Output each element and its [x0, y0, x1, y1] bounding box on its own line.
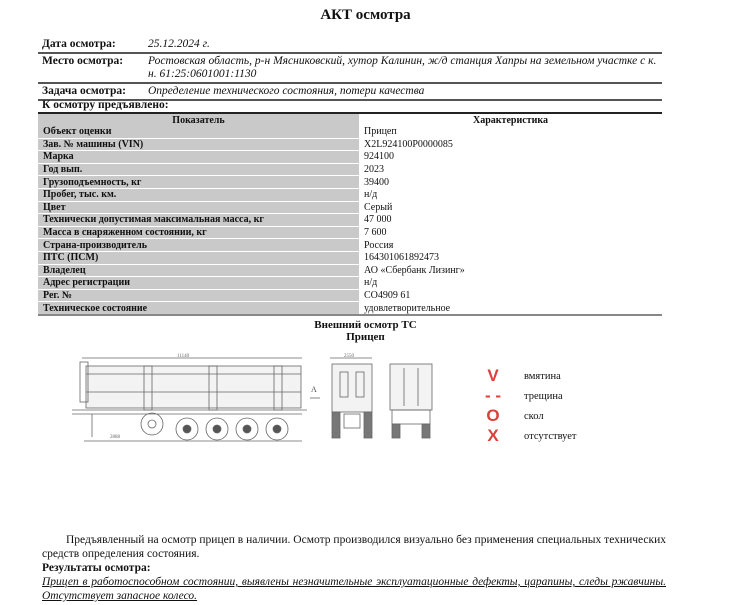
rear-view	[390, 364, 432, 438]
row-value: 39400	[359, 176, 662, 189]
row-indicator: Объект оценки	[38, 126, 359, 138]
table-row	[38, 214, 662, 227]
side-view	[72, 354, 320, 441]
front-view	[330, 354, 372, 438]
svg-text:A: A	[311, 385, 317, 394]
row-value: Прицеп	[359, 126, 662, 138]
meta-value: Ростовская область, р-н Мясниковский, хутор Калинин, ж/д станция Хапры на земельном участке с к. н. 61:25:0601001:1130	[148, 55, 657, 80]
row-indicator: Цвет	[38, 201, 359, 214]
legend-label: отсутствует	[524, 430, 577, 442]
table-row	[38, 163, 662, 176]
table-row	[38, 277, 662, 290]
table-row	[38, 126, 662, 138]
results-text: Прицеп в работоспособном состоянии, выявлены незначительные эксплуатационные дефекты, царапины, следы ржавчины. Отсутствует запасное колесо.	[42, 576, 666, 602]
row-indicator: Пробег, тыс. км.	[38, 188, 359, 201]
svg-text:2888: 2888	[110, 435, 120, 440]
legend-label: вмятина	[524, 370, 561, 382]
row-value: н/д	[359, 188, 662, 201]
row-indicator: Рег. №	[38, 289, 359, 302]
meta-place	[38, 54, 662, 84]
table-row	[38, 251, 662, 264]
row-value: АО «Сбербанк Лизинг»	[359, 264, 662, 277]
row-value: X2L924100P0000085	[359, 138, 662, 151]
legend-item-dent	[482, 366, 577, 386]
row-indicator: Год вып.	[38, 163, 359, 176]
row-indicator: Масса в снаряженном состоянии, кг	[38, 226, 359, 239]
row-value: 164301061892473	[359, 251, 662, 264]
row-indicator: Технически допустимая максимальная масса, кг	[38, 214, 359, 227]
inspection-meta	[38, 37, 662, 101]
exterior-heading	[0, 319, 731, 343]
table-row	[38, 302, 662, 315]
table-row	[38, 151, 662, 164]
meta-date	[38, 37, 662, 54]
row-indicator: Марка	[38, 151, 359, 164]
row-indicator: ПТС (ПСМ)	[38, 251, 359, 264]
document-title: АКТ осмотра	[320, 7, 411, 23]
row-value: 2023	[359, 163, 662, 176]
meta-value: 25.12.2024 г.	[148, 38, 210, 50]
legend-item-missing	[482, 426, 577, 446]
legend-label: скол	[524, 410, 544, 422]
table-row	[38, 201, 662, 214]
missing-marker-icon: X	[487, 426, 499, 445]
row-value: 47 000	[359, 214, 662, 227]
dent-marker-icon: V	[487, 366, 499, 385]
legend-item-crack	[482, 386, 577, 406]
row-value: удовлетворительное	[359, 302, 662, 315]
table-row	[38, 239, 662, 252]
row-indicator: Грузоподъемность, кг	[38, 176, 359, 189]
trailer-drawing	[62, 352, 462, 447]
table-row	[38, 289, 662, 302]
row-indicator: Владелец	[38, 264, 359, 277]
table-row	[38, 138, 662, 151]
row-indicator: Зав. № машины (VIN)	[38, 138, 359, 151]
header-indicator: Показатель	[38, 113, 359, 126]
row-indicator: Техническое состояние	[38, 302, 359, 315]
table-row	[38, 264, 662, 277]
results-heading: Результаты осмотра:	[42, 562, 151, 574]
legend-label: трещина	[524, 390, 563, 402]
damage-legend	[482, 366, 577, 446]
row-value: Россия	[359, 239, 662, 252]
inspection-paragraph: Предъявленный на осмотр прицеп в наличии. Осмотр производился визуально без применения специальных технических средств определения состояния.	[42, 534, 666, 560]
legend-item-chip	[482, 406, 577, 426]
row-indicator: Страна-производитель	[38, 239, 359, 252]
meta-label: Дата осмотра:	[42, 38, 116, 50]
row-value: 924100	[359, 151, 662, 164]
svg-text:11140: 11140	[177, 354, 190, 359]
table-row	[38, 188, 662, 201]
meta-value: Определение технического состояния, потери качества	[148, 85, 425, 97]
vehicle-table	[38, 112, 662, 316]
chip-marker-icon: O	[486, 406, 500, 425]
table-row	[38, 226, 662, 239]
row-value: н/д	[359, 277, 662, 290]
meta-label: Место осмотра:	[42, 55, 124, 67]
exterior-subtitle: Прицеп	[346, 331, 385, 343]
table-row	[38, 176, 662, 189]
row-value: СО4909 61	[359, 289, 662, 302]
svg-text:2550: 2550	[344, 354, 354, 359]
section-heading: К осмотру предъявлено:	[42, 99, 169, 111]
meta-label: Задача осмотра:	[42, 85, 126, 97]
exterior-title: Внешний осмотр ТС	[314, 319, 417, 331]
header-characteristic: Характеристика	[359, 113, 662, 126]
row-indicator: Адрес регистрации	[38, 277, 359, 290]
row-value: 7 600	[359, 226, 662, 239]
crack-marker-icon: - -	[484, 386, 502, 405]
row-value: Серый	[359, 201, 662, 214]
